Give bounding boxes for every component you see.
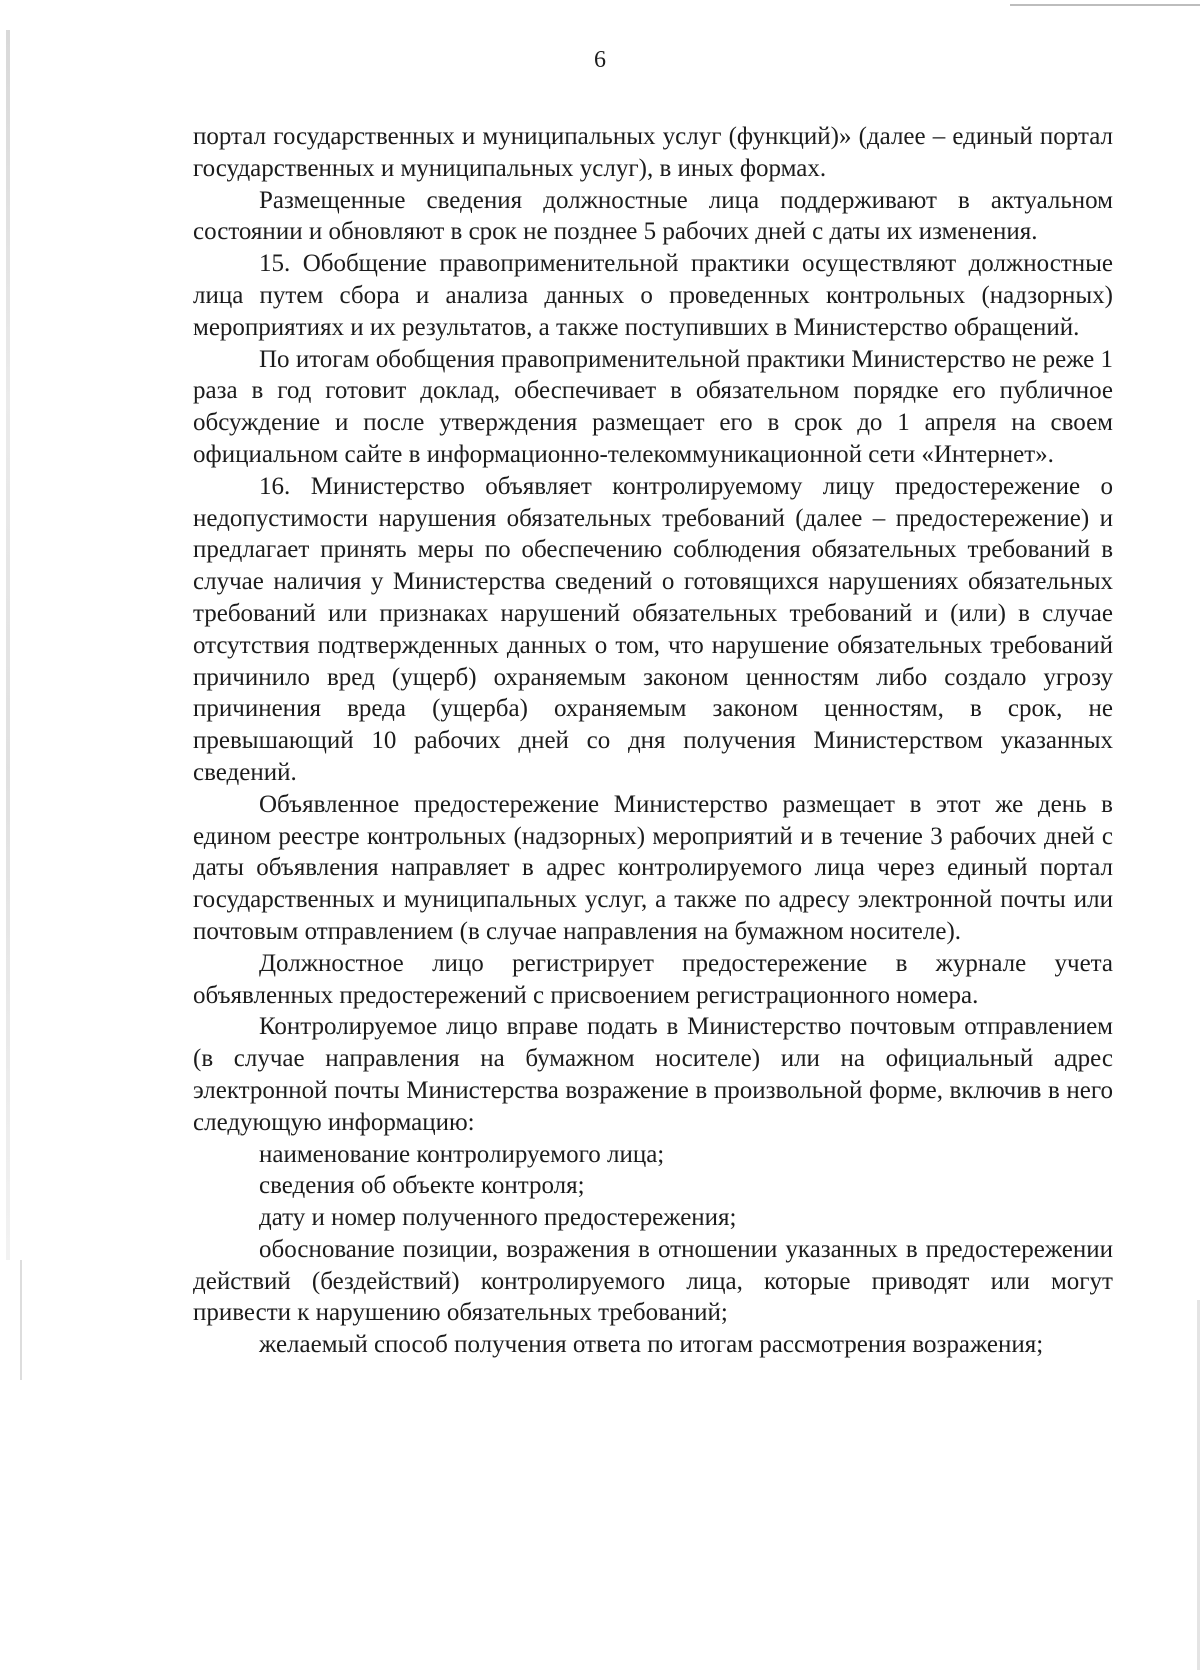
scan-edge-left	[6, 30, 10, 1260]
scan-edge-top	[1010, 4, 1200, 6]
list-item-controlled-person-name: наименование контролируемого лица;	[259, 1140, 665, 1168]
list-item-warning-date-number: дату и номер полученного предостережения;	[259, 1204, 737, 1232]
paragraph-16-warning: 16. Министерство объявляет контролируемому лицу предостережение о недопустимости нарушения обязательных требований (далее – предостережение) и предлагает принять меры по обеспечению соблюдения обязательных требований в случае наличия у Министерства сведений о готовящихся нарушениях обязательных требований или признаках нарушений обязательных требований и (или) в случае отсутствия подтвержденных данных о том, что нарушение обязательных требований причинило вред (ущерб) охраняемым законом ценностям либо создало угрозу причинения вреда (ущерба) охраняемым законом ценностям, в срок, не превышающий 10 рабочих дней со дня получения Министерством указанных сведений.	[193, 472, 1113, 786]
list-item-justification: обоснование позиции, возражения в отношении указанных в предостережении действий (бездействий) контролируемого лица, которые приводят или могут привести к нарушению обязательных требований;	[193, 1235, 1113, 1327]
page-number: 6	[594, 47, 606, 73]
paragraph-report: По итогам обобщения правоприменительной практики Министерство не реже 1 раза в год готовит доклад, обеспечивает в обязательном порядке его публичное обсуждение и после утверждения размещает его в срок до 1 апреля на своем официальном сайте в информационно-телекоммуникационной сети «Интернет».	[193, 345, 1113, 468]
paragraph-portal-continuation: портал государственных и муниципальных услуг (функций)» (далее – единый портал государственных и муниципальных услуг), в иных формах.	[193, 123, 1113, 182]
list-item-response-method: желаемый способ получения ответа по итогам рассмотрения возражения;	[259, 1331, 1044, 1359]
paragraph-warning-registration: Должностное лицо регистрирует предостережение в журнале учета объявленных предостережений с присвоением регистрационного номера.	[193, 949, 1113, 1009]
list-item-control-object: сведения об объекте контроля;	[259, 1172, 585, 1200]
scan-edge-left-lower	[20, 1260, 22, 1380]
document-body	[193, 121, 1113, 1361]
paragraph-placed-information: Размещенные сведения должностные лица поддерживают в актуальном состоянии и обновляют в срок не позднее 5 рабочих дней с даты их изменения.	[193, 186, 1113, 246]
paragraph-objection: Контролируемое лицо вправе подать в Министерство почтовым отправлением (в случае направления на бумажном носителе) или на официальный адрес электронной почты Министерства возражение в произвольной форме, включив в него следующую информацию:	[193, 1013, 1113, 1136]
paragraph-15-generalization: 15. Обобщение правоприменительной практики осуществляют должностные лица путем сбора и анализа данных о проведенных контрольных (надзорных) мероприятиях и их результатов, а также поступивших в Министерство обращений.	[193, 250, 1113, 341]
paragraph-warning-publication: Объявленное предостережение Министерство размещает в этот же день в едином реестре контрольных (надзорных) мероприятий и в течение 3 рабочих дней с даты объявления направляет в адрес контролируемого лица через единый портал государственных и муниципальных услуг, а также по адресу электронной почты или почтовым отправлением (в случае направления на бумажном носителе).	[193, 790, 1113, 945]
